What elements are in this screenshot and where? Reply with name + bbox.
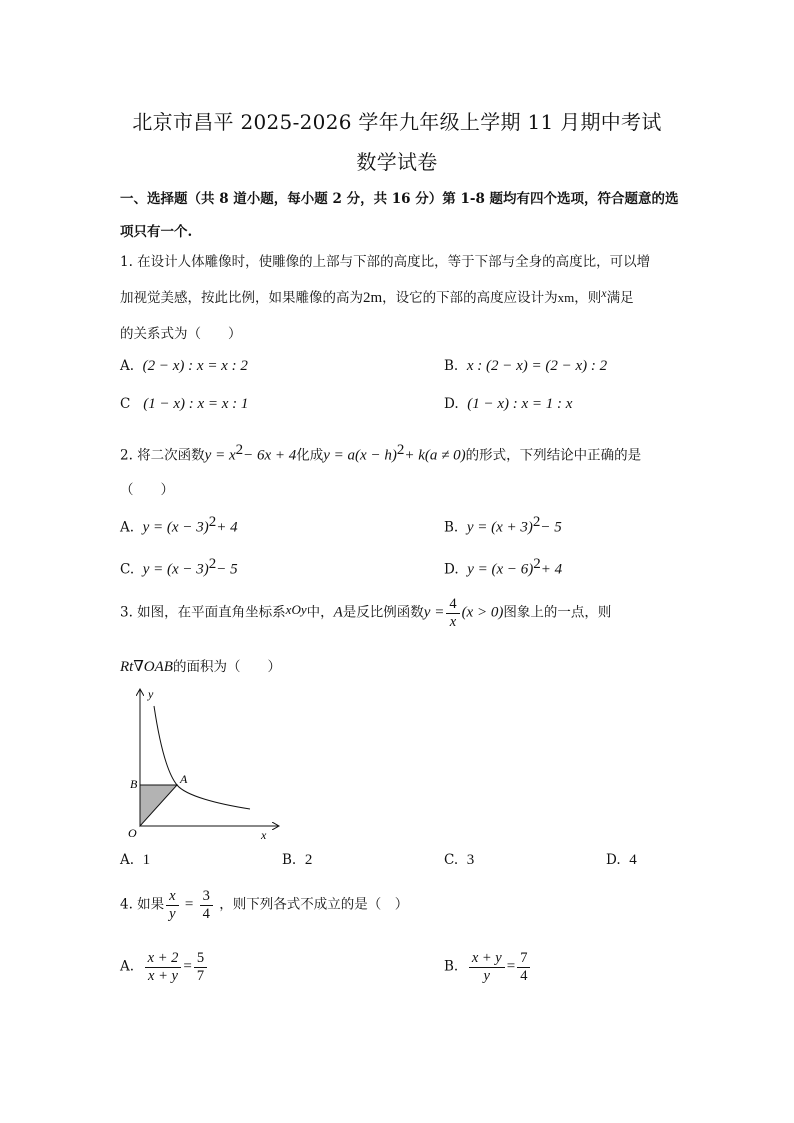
fig-x-label: x: [261, 828, 267, 842]
q2-stem-line1: 2. 将二次函数$y = x^2- 6x + 4$化成$y = a(x - h)^2+ k(a \ne 0)$的形式，下列结论中正确的是: [120, 442, 642, 464]
section-heading-line1: 一、选择题（共 8 道小题，每小题 2 分，共 16 分）第 1-8 题均有四个选项，符合题意的选: [120, 191, 679, 207]
q1-option-c[interactable]: C (1 − x) : x = x : 1: [120, 396, 249, 412]
q2-option-b[interactable]: B. $y = (x + 3)^2- 5$: [444, 514, 562, 536]
q4-fraction-left: $\frac{x}{y}$: [166, 888, 178, 922]
q1-stem-line1: 1. 在设计人体雕像时，使雕像的上部与下部的高度比，等于下部与全身的高度比，可以增: [120, 254, 651, 270]
q3-stem-line2: Rt∇OAB的面积为（ ）: [120, 659, 281, 675]
q1-stem-line3: 的关系式为（ ）: [120, 326, 242, 342]
section-heading-line2: 项只有一个.: [120, 224, 193, 240]
q3-figure: [118, 686, 288, 842]
fig-y-label: y: [148, 687, 154, 701]
q4-stem: 4. 如果 $\frac{x}{y}$ = $\frac{3}{4}$ ，则下列各式不成立的是（ ）: [120, 888, 409, 922]
q3-option-c[interactable]: C. 3: [444, 852, 475, 868]
q1-option-b[interactable]: B. x : (2 − x) = (2 − x) : 2: [444, 358, 608, 374]
q2-option-a[interactable]: A. $y = (x - 3)^2+ 4$: [120, 514, 238, 536]
q2-option-c[interactable]: C. $y = (x - 3)^2- 5$: [120, 556, 238, 578]
q4-fraction-right: $\frac{3}{4}$: [200, 888, 213, 922]
page-subtitle: 数学试卷: [356, 150, 438, 174]
q4-option-b[interactable]: B. $\frac{x + y}{y}$ = $\frac{7}{4}$: [444, 950, 532, 984]
q3-fraction: $\frac{4}{x}$: [446, 596, 459, 630]
shaded-triangle: [140, 785, 177, 826]
fig-point-b-label: B: [130, 777, 138, 791]
q3-option-b[interactable]: B. 2: [282, 852, 313, 868]
q1-option-a[interactable]: A. (2 − x) : x = x : 2: [120, 358, 248, 374]
q3-stem-line1: 3. 如图，在平面直角坐标系xOy中，A是反比例函数y = $\frac{4}{x}$ (x > 0)图象上的一点，则: [120, 596, 612, 630]
q3-option-a[interactable]: A. 1: [120, 852, 151, 868]
q2-option-d[interactable]: D. $y = (x - 6)^2+ 4$: [444, 556, 563, 578]
fig-origin-label: O: [128, 826, 137, 840]
q1-stem-line2: 加视觉美感，按此比例，如果雕像的高为2m，设它的下部的高度应设计为xm，则x满足: [120, 286, 634, 306]
page-title: 北京市昌平 2025-2026 学年九年级上学期 11 月期中考试: [132, 110, 662, 134]
q3-option-d[interactable]: D. 4: [606, 852, 637, 868]
q2-stem-line2: （ ）: [120, 482, 174, 498]
fig-point-a-label: A: [180, 772, 188, 786]
q1-option-d[interactable]: D. (1 − x) : x = 1 : x: [444, 396, 573, 412]
q4-option-a[interactable]: A. $\frac{x + 2}{x + y}$ = $\frac{5}{7}$: [120, 950, 209, 984]
